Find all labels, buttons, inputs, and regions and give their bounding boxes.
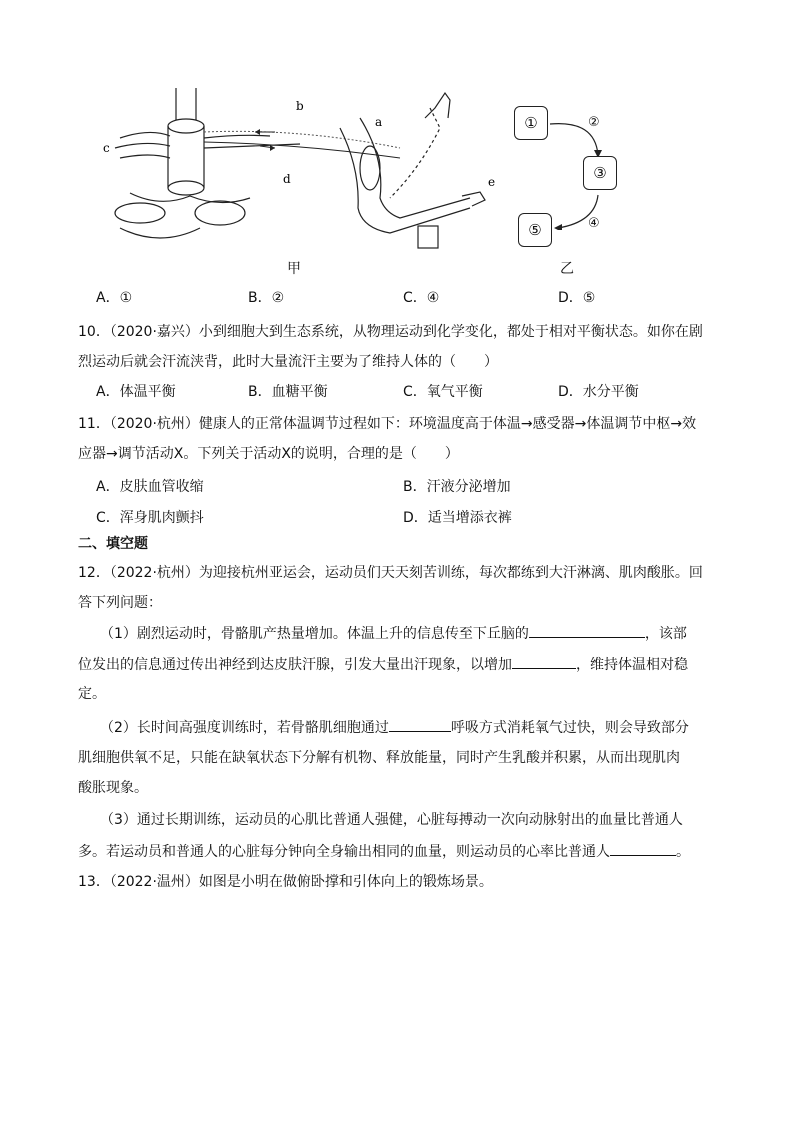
yi-edge-4: ④ <box>588 216 600 231</box>
q12-p1c: 位发出的信息通过传出神经到达皮肤汗腺，引发大量出汗现象，以增加 <box>78 657 512 673</box>
q11-option-a: A．皮肤血管收缩 <box>96 479 204 495</box>
q13-stem: 13．（2022·温州）如图是小明在做俯卧撑和引体向上的锻炼场景。 <box>78 874 493 890</box>
q12-p3b: 多。若运动员和普通人的心脏每分钟向全身输出相同的血量，则运动员的心率比普通人 <box>78 844 610 860</box>
q10-stem-line2: 烈运动后就会汗流浃背，此时大量流汗主要为了维持人体的（ ） <box>78 354 498 370</box>
q11-option-b: B．汗液分泌增加 <box>403 479 511 495</box>
caption-jia: 甲 <box>287 261 301 277</box>
q12-part3-line2 <box>78 841 690 862</box>
q12-p3c: 。 <box>676 844 690 860</box>
q9-option-c: C．④ <box>403 290 440 306</box>
q10-option-a: A．体温平衡 <box>96 384 176 400</box>
yi-node-5: ⑤ <box>518 213 552 247</box>
yi-node-1: ① <box>514 106 548 140</box>
label-b: b <box>296 99 304 113</box>
answer-blank-2[interactable] <box>512 654 576 669</box>
q11-stem-line2: 应器→调节活动X。下列关于活动X的说明，合理的是（ ） <box>78 446 459 462</box>
label-c: c <box>103 141 110 155</box>
q12-p2b: 呼吸方式消耗氧气过快，则会导致部分 <box>450 720 689 736</box>
q9-option-a: A．① <box>96 290 133 306</box>
q11-option-d: D．适当增添衣裤 <box>403 510 512 526</box>
q9-option-b: B．② <box>248 290 285 306</box>
yi-node-3: ③ <box>583 156 617 190</box>
arm-drawing <box>340 93 485 248</box>
q12-part2-line1 <box>100 717 689 738</box>
q12-p2a: （2）长时间高强度训练时，若骨骼肌细胞通过 <box>100 720 389 736</box>
answer-blank-4[interactable] <box>610 841 676 856</box>
q12-p1d: ，维持体温相对稳 <box>576 657 688 673</box>
q12-part2-line2: 肌细胞供氧不足，只能在缺氧状态下分解有机物、释放能量，同时产生乳酸并积累，从而出现肌肉 <box>78 750 680 766</box>
q12-stem-line2: 答下列问题： <box>78 595 162 611</box>
q10-option-c: C．氧气平衡 <box>403 384 483 400</box>
figure-jia <box>100 88 500 258</box>
q9-option-d: D．⑤ <box>558 290 596 306</box>
label-d: d <box>283 172 291 186</box>
q12-part1-line2 <box>78 654 688 675</box>
q10-option-d: D．水分平衡 <box>558 384 639 400</box>
q12-p1b: ，该部 <box>644 626 687 642</box>
q12-part3-line1: （3）通过长期训练，运动员的心肌比普通人强健，心脏每搏动一次向动脉射出的血量比普通人 <box>100 812 683 828</box>
q10-option-b: B．血糖平衡 <box>248 384 328 400</box>
answer-blank-3[interactable] <box>389 717 451 732</box>
answer-blank-1[interactable] <box>529 623 645 638</box>
q12-p1a: （1）剧烈运动时，骨骼肌产热量增加。体温上升的信息传至下丘脑的 <box>100 626 529 642</box>
q12-part1-line1 <box>100 623 687 644</box>
q10-stem-line1: 10．（2020·嘉兴）小到细胞大到生态系统，从物理运动到化学变化，都处于相对平衡状态。如你在剧 <box>78 324 703 340</box>
q11-stem-line1: 11．（2020·杭州）健康人的正常体温调节过程如下：环境温度高于体温→感受器→体温调节中枢→效 <box>78 416 697 432</box>
label-e: e <box>488 175 496 189</box>
q12-part2-line3: 酸胀现象。 <box>78 780 148 796</box>
label-a: a <box>375 115 383 129</box>
spinal-cord-section <box>115 88 300 238</box>
q11-option-c: C．浑身肌肉颤抖 <box>96 510 204 526</box>
section-heading: 二、填空题 <box>78 536 148 552</box>
yi-edge-2: ② <box>588 115 600 130</box>
q12-part1-line3: 定。 <box>78 686 106 702</box>
caption-yi: 乙 <box>560 261 574 277</box>
q12-stem-line1: 12．（2022·杭州）为迎接杭州亚运会，运动员们天天刻苦训练，每次都练到大汗淋漓、肌肉酸胀。回 <box>78 565 703 581</box>
